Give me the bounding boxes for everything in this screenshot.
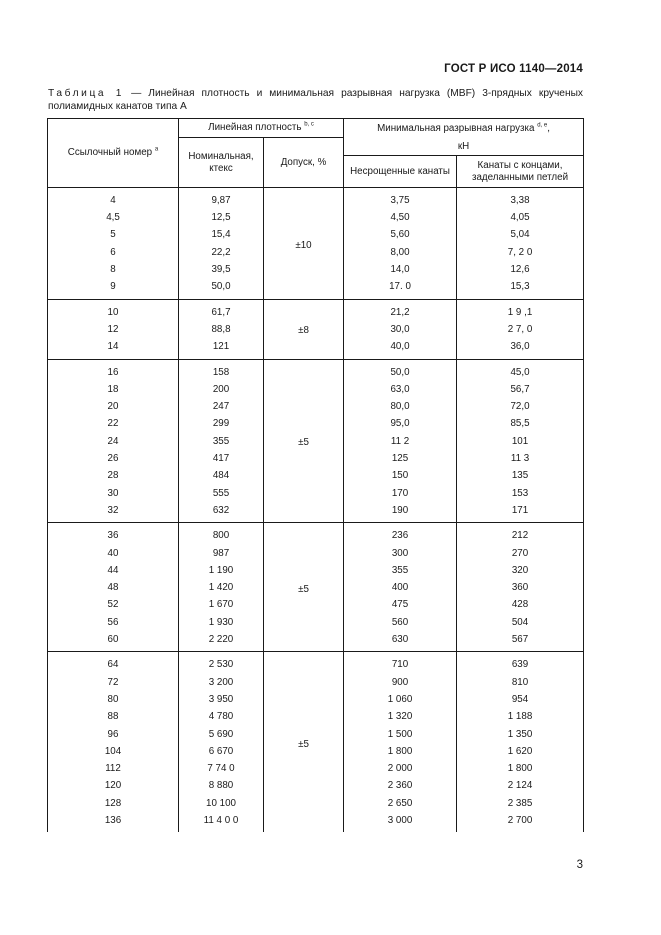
cell-mbf-looped: 1 350 [457,726,584,743]
cell-nominal-density: 88,8 [179,321,264,338]
page-number: 3 [576,859,583,871]
cell-mbf-looped: 567 [457,631,584,652]
cell-mbf-looped: 2 700 [457,812,584,832]
cell-nominal-density: 417 [179,450,264,467]
cell-mbf-looped: 954 [457,691,584,708]
cell-nominal-density: 247 [179,398,264,415]
cell-ref-number: 24 [48,433,179,450]
cell-ref-number: 10 [48,299,179,321]
table-caption [48,88,583,113]
cell-nominal-density: 2 530 [179,652,264,674]
table-row [48,299,584,321]
row-group [48,299,584,359]
cell-nominal-density: 484 [179,467,264,484]
cell-mbf-unspliced: 1 320 [344,708,457,725]
row-group [48,523,584,652]
row-group [48,359,584,523]
cell-nominal-density: 800 [179,523,264,545]
cell-tolerance: ±5 [264,359,344,523]
cell-mbf-unspliced: 5,60 [344,227,457,244]
cell-mbf-unspliced: 1 800 [344,743,457,760]
header-unspliced: Несрощенные канаты [344,156,457,188]
cell-mbf-looped: 360 [457,579,584,596]
cell-mbf-unspliced: 17. 0 [344,278,457,299]
cell-mbf-unspliced: 95,0 [344,416,457,433]
cell-mbf-looped: 171 [457,502,584,523]
cell-nominal-density: 7 74 0 [179,760,264,777]
cell-mbf-unspliced: 11 2 [344,433,457,450]
cell-mbf-unspliced: 355 [344,562,457,579]
cell-ref-number: 64 [48,652,179,674]
cell-ref-number: 14 [48,338,179,359]
cell-mbf-looped: 270 [457,545,584,562]
cell-mbf-looped: 428 [457,597,584,614]
cell-mbf-looped: 135 [457,467,584,484]
cell-mbf-looped: 2 385 [457,795,584,812]
cell-mbf-looped: 5,04 [457,227,584,244]
cell-ref-number: 52 [48,597,179,614]
cell-nominal-density: 2 220 [179,631,264,652]
cell-nominal-density: 9,87 [179,188,264,210]
table-row [48,188,584,210]
cell-mbf-unspliced: 50,0 [344,359,457,381]
cell-mbf-unspliced: 190 [344,502,457,523]
cell-ref-number: 80 [48,691,179,708]
cell-ref-number: 9 [48,278,179,299]
cell-ref-number: 56 [48,614,179,631]
cell-mbf-unspliced: 4,50 [344,209,457,226]
cell-ref-number: 104 [48,743,179,760]
cell-mbf-unspliced: 2 360 [344,778,457,795]
header-linear-density: Линейная плотность $^{b, c}$ [179,119,344,138]
cell-mbf-looped: 45,0 [457,359,584,381]
cell-tolerance: ±5 [264,523,344,652]
cell-mbf-looped: 153 [457,485,584,502]
cell-mbf-looped: 1 9 ,1 [457,299,584,321]
cell-nominal-density: 1 670 [179,597,264,614]
cell-mbf-looped: 85,5 [457,416,584,433]
cell-nominal-density: 5 690 [179,726,264,743]
cell-ref-number: 128 [48,795,179,812]
cell-mbf-looped: 2 7, 0 [457,321,584,338]
cell-nominal-density: 1 420 [179,579,264,596]
header-mbf-unit: кН [344,138,584,156]
cell-mbf-looped: 4,05 [457,209,584,226]
cell-nominal-density: 61,7 [179,299,264,321]
cell-ref-number: 16 [48,359,179,381]
cell-mbf-looped: 101 [457,433,584,450]
cell-ref-number: 32 [48,502,179,523]
cell-mbf-looped: 810 [457,674,584,691]
document-code: ГОСТ Р ИСО 1140—2014 [444,63,583,75]
cell-mbf-unspliced: 300 [344,545,457,562]
cell-ref-number: 136 [48,812,179,832]
cell-ref-number: 36 [48,523,179,545]
cell-ref-number: 40 [48,545,179,562]
cell-mbf-looped: 11 3 [457,450,584,467]
table-row [48,652,584,674]
cell-mbf-unspliced: 400 [344,579,457,596]
cell-nominal-density: 3 950 [179,691,264,708]
cell-nominal-density: 15,4 [179,227,264,244]
cell-mbf-looped: 36,0 [457,338,584,359]
cell-mbf-looped: 12,6 [457,261,584,278]
cell-mbf-unspliced: 80,0 [344,398,457,415]
cell-mbf-unspliced: 1 500 [344,726,457,743]
cell-ref-number: 48 [48,579,179,596]
cell-ref-number: 18 [48,381,179,398]
cell-mbf-looped: 504 [457,614,584,631]
cell-mbf-unspliced: 21,2 [344,299,457,321]
cell-mbf-unspliced: 475 [344,597,457,614]
cell-nominal-density: 22,2 [179,244,264,261]
cell-nominal-density: 1 930 [179,614,264,631]
rope-properties-table [47,118,584,832]
cell-nominal-density: 11 4 0 0 [179,812,264,832]
cell-nominal-density: 555 [179,485,264,502]
cell-nominal-density: 3 200 [179,674,264,691]
cell-tolerance: ±5 [264,652,344,832]
header-tolerance: Допуск, % [264,138,344,188]
cell-ref-number: 26 [48,450,179,467]
cell-mbf-unspliced: 3 000 [344,812,457,832]
cell-ref-number: 96 [48,726,179,743]
cell-mbf-unspliced: 8,00 [344,244,457,261]
cell-mbf-looped: 320 [457,562,584,579]
cell-nominal-density: 987 [179,545,264,562]
cell-mbf-unspliced: 630 [344,631,457,652]
cell-mbf-unspliced: 150 [344,467,457,484]
cell-mbf-looped: 7, 2 0 [457,244,584,261]
cell-mbf-looped: 1 620 [457,743,584,760]
cell-mbf-unspliced: 236 [344,523,457,545]
cell-nominal-density: 1 190 [179,562,264,579]
cell-mbf-unspliced: 3,75 [344,188,457,210]
cell-mbf-unspliced: 560 [344,614,457,631]
table-header [48,119,584,188]
cell-mbf-unspliced: 170 [344,485,457,502]
cell-mbf-unspliced: 125 [344,450,457,467]
cell-tolerance: ±8 [264,299,344,359]
cell-nominal-density: 50,0 [179,278,264,299]
cell-mbf-looped: 72,0 [457,398,584,415]
cell-mbf-looped: 1 188 [457,708,584,725]
cell-nominal-density: 12,5 [179,209,264,226]
header-nominal: Номинальная, ктекс [179,138,264,188]
cell-mbf-unspliced: 1 060 [344,691,457,708]
cell-mbf-unspliced: 2 650 [344,795,457,812]
cell-mbf-looped: 212 [457,523,584,545]
cell-mbf-unspliced: 710 [344,652,457,674]
cell-ref-number: 4 [48,188,179,210]
cell-nominal-density: 632 [179,502,264,523]
cell-nominal-density: 8 880 [179,778,264,795]
cell-ref-number: 22 [48,416,179,433]
cell-mbf-looped: 3,38 [457,188,584,210]
cell-nominal-density: 158 [179,359,264,381]
cell-mbf-looped: 15,3 [457,278,584,299]
cell-ref-number: 5 [48,227,179,244]
cell-ref-number: 60 [48,631,179,652]
row-group [48,188,584,300]
cell-mbf-looped: 1 800 [457,760,584,777]
cell-ref-number: 6 [48,244,179,261]
cell-ref-number: 88 [48,708,179,725]
cell-ref-number: 112 [48,760,179,777]
cell-nominal-density: 355 [179,433,264,450]
cell-ref-number: 4,5 [48,209,179,226]
cell-mbf-unspliced: 63,0 [344,381,457,398]
cell-mbf-unspliced: 40,0 [344,338,457,359]
cell-ref-number: 20 [48,398,179,415]
cell-mbf-looped: 639 [457,652,584,674]
cell-tolerance: ±10 [264,188,344,300]
table-row [48,523,584,545]
cell-mbf-unspliced: 900 [344,674,457,691]
cell-mbf-looped: 2 124 [457,778,584,795]
cell-ref-number: 44 [48,562,179,579]
cell-mbf-unspliced: 30,0 [344,321,457,338]
table-row [48,359,584,381]
cell-ref-number: 120 [48,778,179,795]
cell-nominal-density: 121 [179,338,264,359]
table-caption-label: Таблица 1 [48,88,125,99]
cell-nominal-density: 10 100 [179,795,264,812]
header-looped: Канаты с концами, заделанными петлей [457,156,584,188]
cell-nominal-density: 299 [179,416,264,433]
row-group [48,652,584,832]
table-caption-text: — Линейная плотность и минимальная разрывная нагрузка (MBF) 3-прядных крученых полиамидных канатов типа А [48,88,583,112]
header-mbf: Минимальная разрывная нагрузка $^{d, e}$, [344,119,584,138]
cell-nominal-density: 4 780 [179,708,264,725]
cell-nominal-density: 200 [179,381,264,398]
cell-ref-number: 28 [48,467,179,484]
cell-ref-number: 8 [48,261,179,278]
cell-mbf-looped: 56,7 [457,381,584,398]
cell-nominal-density: 39,5 [179,261,264,278]
cell-ref-number: 12 [48,321,179,338]
cell-mbf-unspliced: 2 000 [344,760,457,777]
cell-ref-number: 72 [48,674,179,691]
cell-ref-number: 30 [48,485,179,502]
header-ref-number: Ссылочный номер $^a$ [48,119,179,188]
cell-nominal-density: 6 670 [179,743,264,760]
cell-mbf-unspliced: 14,0 [344,261,457,278]
